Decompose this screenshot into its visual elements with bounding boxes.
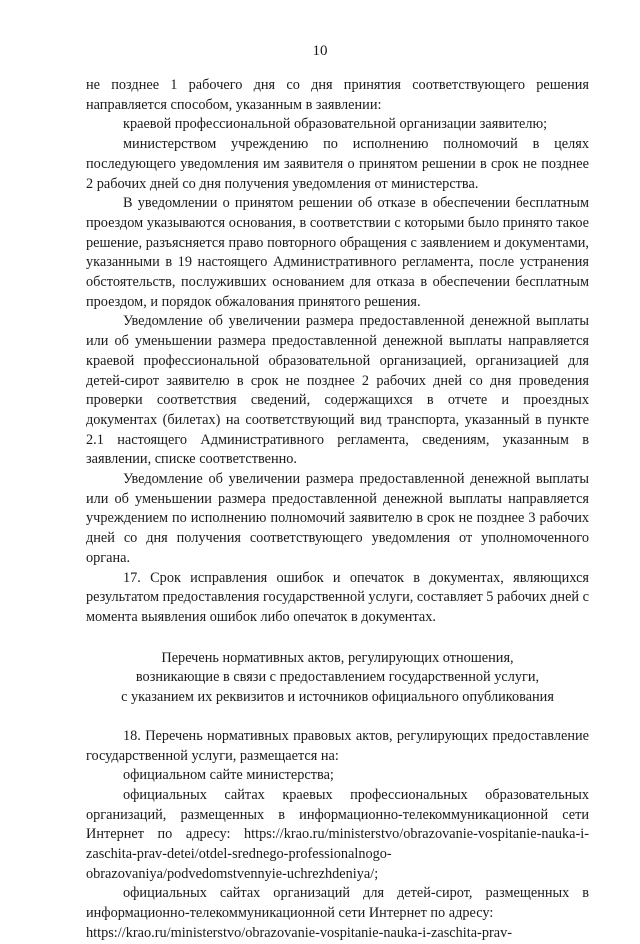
paragraph: Уведомление об увеличении размера предоставленной денежной выплаты или об уменьшении размера предоставленной денежной выплаты направляется учреждением по исполнению полномочий заявителю в срок не позднее 3 рабочих дней со дня получения соответствующего уведомления от уполномоченного органа. <box>86 471 589 566</box>
list-item: официальном сайте министерства; <box>123 767 334 784</box>
section-heading-line-2: возникающие в связи с предоставлением государственной услуги, <box>135 669 540 686</box>
section-heading-line-3: с указанием их реквизитов и источников официального опубликования <box>121 689 554 706</box>
paragraph-18: 18. Перечень нормативных правовых актов, регулирующих предоставление государственной услуги, размещается на: <box>86 727 589 764</box>
paragraph: не позднее 1 рабочего дня со дня принятия соответствующего решения направляется способом, указанным в заявлении: <box>86 77 589 113</box>
url-line: https://krao.ru/ministerstvo/obrazovanie-vospitanie-nauka-i-zaschita-prav- <box>86 924 512 941</box>
paragraph: В уведомлении о принятом решении об отказе в обеспечении бесплатным проездом указываются основания, в соответствии с которыми было принято такое решение, разъясняется право повторного обращения с заявлением и документами, указанными в 19 настоящего Административного регламента, после устранения обстоятельств, послуживших основанием для отказа в обеспечении бесплатным проездом, и порядок обжалования принятого решения. <box>86 195 589 310</box>
list-item: официальных сайтах краевых профессиональных образовательных организаций, размещенных в информационно-телекоммуникационной сети Интернет по адресу: https://krao.ru/ministerstvo/obrazovanie-vospitanie-nauka-i-zaschita-prav-detei/otdel-srednego-professionalnogo-obrazovaniya/podvedomstvennyie-uchrezhdeniya/; <box>86 786 589 882</box>
paragraph: министерством учреждению по исполнению полномочий в целях последующего уведомления им заявителя о принятом решении в срок не позднее 2 рабочих дней со дня получения уведомления от министерства. <box>86 136 589 192</box>
paragraph-17: 17. Срок исправления ошибок и опечаток в документах, являющихся результатом предоставления государственной услуги, составляет 5 рабочих дней с момента выявления ошибок либо опечаток в документах. <box>86 569 589 625</box>
section-heading-line-1: Перечень нормативных актов, регулирующих отношения, <box>161 649 514 666</box>
list-item: официальных сайтах организаций для детей-сирот, размещенных в информационно-телекоммуникационной сети Интернет по адресу: <box>86 885 589 922</box>
page-number: 10 <box>312 43 328 59</box>
paragraph: краевой профессиональной образовательной организации заявителю; <box>123 116 548 133</box>
document-body <box>86 76 589 944</box>
paragraph: Уведомление об увеличении размера предоставленной денежной выплаты или об уменьшении размера предоставленной денежной выплаты направляется краевой профессиональной образовательной организацией, организацией для детей-сирот заявителю в срок не позднее 2 рабочих дней со дня проведения проверки соответствия сведений, содержащихся в отчете и проездных документах (билетах) на соответствующий вид транспорта, указанный в пункте 2.1 настоящего Административного регламента, сведениям, указанным в заявлении, списке соответственно. <box>86 313 589 468</box>
